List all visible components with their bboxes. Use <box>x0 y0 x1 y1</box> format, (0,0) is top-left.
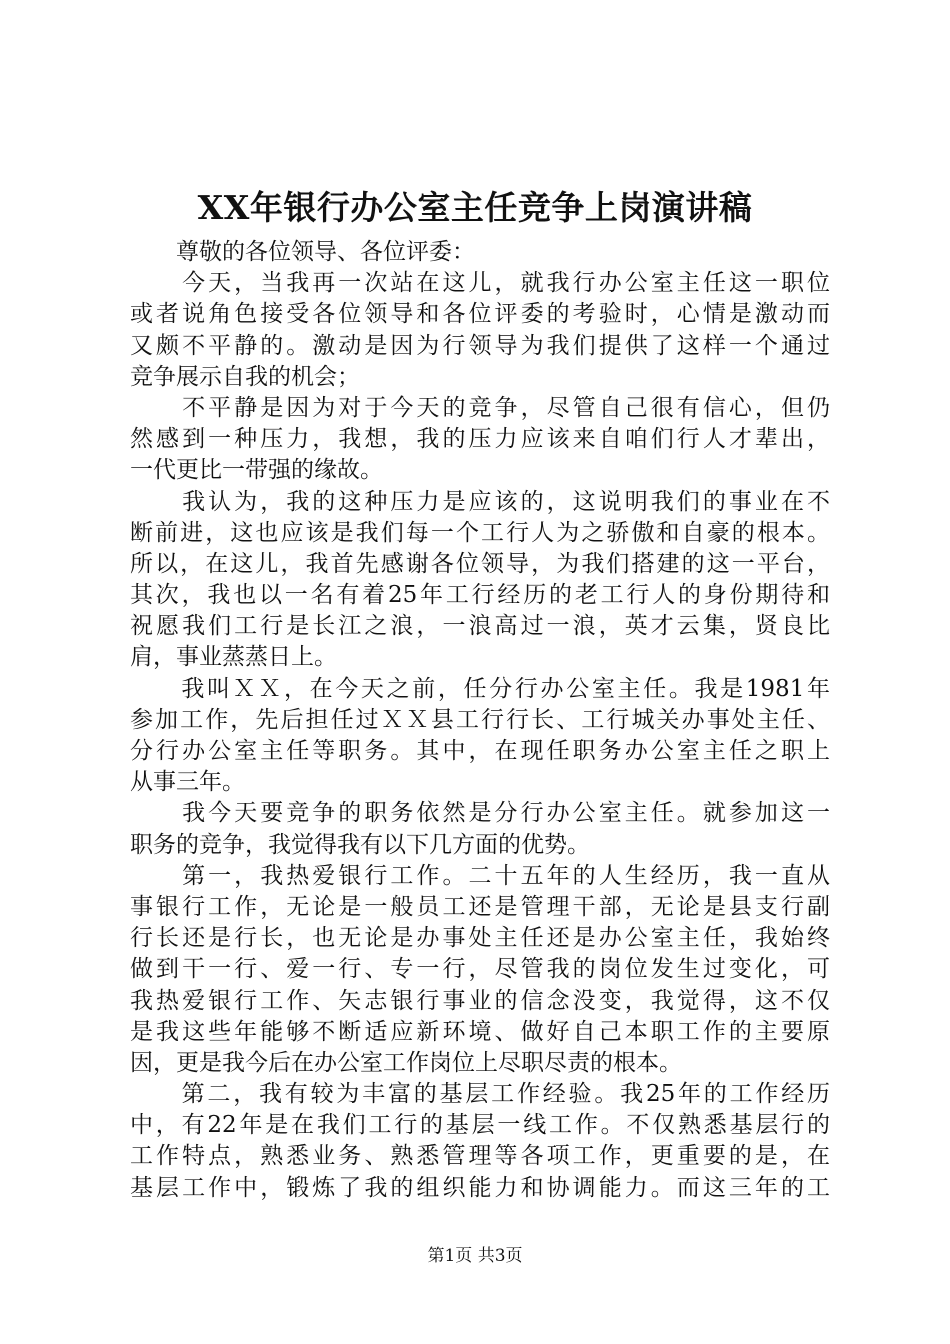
text-line: 分行办公室主任等职务。其中，在现任职务办公室主任之职上 <box>130 738 830 764</box>
text-line: 我今天要竞争的职务依然是分行办公室主任。就参加这一 <box>130 800 830 827</box>
text-line: 不平静是因为对于今天的竞争，尽管自己很有信心，但仍 <box>130 394 830 421</box>
text-line: 行长还是行长，也无论是办事处主任还是办公室主任，我始终 <box>130 925 830 952</box>
text-line: 第二，我有较为丰富的基层工作经验。我25年的工作经历 <box>130 1081 830 1108</box>
text-line: 或者说角色接受各位领导和各位评委的考验时，心情是激动而 <box>130 301 830 328</box>
text-line: 事银行工作，无论是一般员工还是管理干部，无论是县支行副 <box>130 893 830 920</box>
text-line: 其次，我也以一名有着25年工行经历的老工行人的身份期待和 <box>130 582 830 609</box>
text-line: 是我这些年能够不断适应新环境、做好自己本职工作的主要原 <box>130 1018 830 1045</box>
page-footer: 第1页 共3页 <box>427 1246 523 1266</box>
document-title: XX年银行办公室主任竞争上岗演讲稿 <box>197 188 753 227</box>
text-line: 竞争展示自我的机会； <box>130 363 360 390</box>
text-line: 因，更是我今后在办公室工作岗位上尽职尽责的根本。 <box>130 1049 682 1076</box>
text-line: 工作特点，熟悉业务、熟悉管理等各项工作，更重要的是，在 <box>130 1143 830 1170</box>
text-line: 所以，在这儿，我首先感谢各位领导，为我们搭建的这一平台， <box>130 550 830 577</box>
text-line: 尊敬的各位领导、各位评委： <box>130 239 475 265</box>
text-line: 做到干一行、爱一行、专一行，尽管我的岗位发生过变化，可 <box>130 956 830 983</box>
document-body <box>130 237 830 1204</box>
text-line: 第一，我热爱银行工作。二十五年的人生经历，我一直从 <box>130 862 830 889</box>
text-line: 我认为，我的这种压力是应该的，这说明我们的事业在不 <box>130 488 830 515</box>
text-line: 祝愿我们工行是长江之浪，一浪高过一浪，英才云集，贤良比 <box>130 613 830 640</box>
text-line: 我热爱银行工作、矢志银行事业的信念没变，我觉得，这不仅 <box>130 987 830 1014</box>
text-line: 肩，事业蒸蒸日上。 <box>130 644 337 671</box>
text-line: 又颇不平静的。激动是因为行领导为我们提供了这样一个通过 <box>130 332 830 359</box>
text-line: 一代更比一带强的缘故。 <box>130 457 383 484</box>
text-line: 然感到一种压力，我想，我的压力应该来自咱们行人才辈出， <box>130 426 830 453</box>
text-line: 断前进，这也应该是我们每一个工行人为之骄傲和自豪的根本。 <box>130 519 830 546</box>
text-line: 基层工作中，锻炼了我的组织能力和协调能力。而这三年的工 <box>130 1174 830 1201</box>
text-line: 今天，当我再一次站在这儿，就我行办公室主任这一职位 <box>130 270 830 297</box>
text-line: 从事三年。 <box>130 769 245 796</box>
text-line: 中，有22年是在我们工行的基层一线工作。不仅熟悉基层行的 <box>130 1112 830 1139</box>
text-line: 我叫ＸＸ，在今天之前，任分行办公室主任。我是1981年 <box>130 675 830 702</box>
text-line: 参加工作，先后担任过ＸＸ县工行行长、工行城关办事处主任、 <box>130 706 830 733</box>
text-line: 职务的竞争，我觉得我有以下几方面的优势。 <box>130 831 590 858</box>
